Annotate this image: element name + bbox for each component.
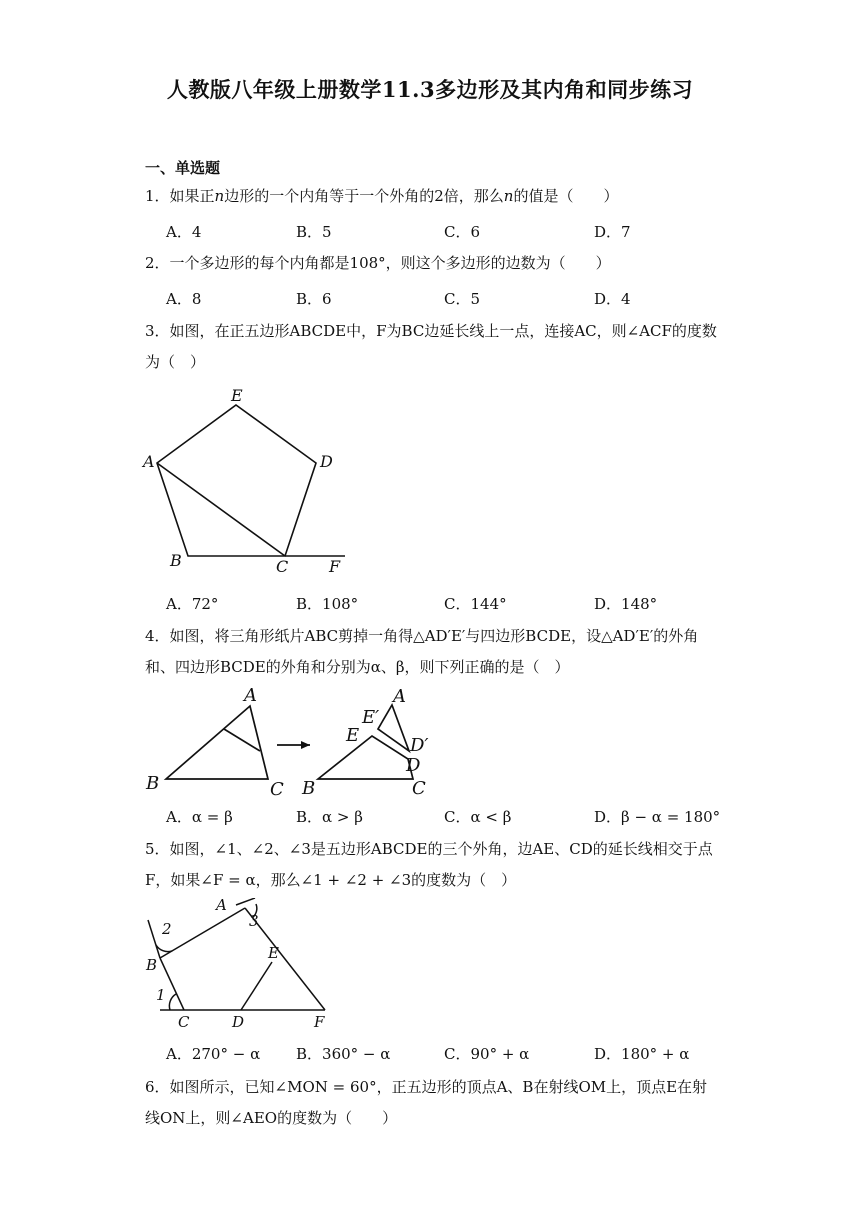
option-c[interactable]: C．144° xyxy=(444,595,507,613)
label-angle-3: 3 xyxy=(249,912,259,930)
page-title: 人教版八年级上册数学11.3多边形及其内角和同步练习 xyxy=(166,77,694,102)
question-2: 2．一个多边形的每个内角都是108°，则这个多边形的边数为（ ） xyxy=(145,254,611,272)
label-e: E xyxy=(231,386,243,405)
label-b: B xyxy=(170,551,182,570)
question-6: 6．如图所示，已知∠MON = 60°，正五边形的顶点A、B在射线OM上，顶点E在射线ON上，则∠AEO的度数为（ ） xyxy=(145,1078,708,1127)
question-3-options xyxy=(166,593,726,617)
option-d[interactable]: D．4 xyxy=(594,290,631,308)
label-c: C xyxy=(270,779,284,798)
label-d: D xyxy=(320,452,333,471)
question-1-options xyxy=(166,221,726,245)
question-text: 的值是（ ） xyxy=(513,187,619,205)
label-d: D xyxy=(406,755,421,776)
option-d[interactable]: D．148° xyxy=(594,595,658,613)
label-f: F xyxy=(329,557,341,576)
option-d[interactable]: D．β − α = 180° xyxy=(594,808,721,826)
question-5-options xyxy=(166,1043,726,1067)
option-a[interactable]: A．270° − α xyxy=(166,1045,261,1063)
label-c: C xyxy=(276,557,289,576)
option-c[interactable]: C．α < β xyxy=(444,808,512,826)
label-a: A xyxy=(244,685,257,706)
label-b-quad: B xyxy=(302,778,316,798)
option-c[interactable]: C．90° + α xyxy=(444,1045,530,1063)
figure-pentagon-exterior-angles xyxy=(140,898,340,1028)
label-e: E xyxy=(346,725,360,746)
option-b[interactable]: B．5 xyxy=(296,223,332,241)
math-variable: n xyxy=(503,187,514,205)
option-a[interactable]: A．72° xyxy=(166,595,219,613)
label-e: E xyxy=(268,944,279,962)
option-a[interactable]: A．α = β xyxy=(166,808,233,826)
question-1 xyxy=(145,181,618,212)
option-c[interactable]: C．5 xyxy=(444,290,481,308)
question-4-options xyxy=(166,806,726,830)
question-4: 4．如图，将三角形纸片ABC剪掉一角得△AD′E′与四边形BCDE，设△AD′E′的外角和、四边形BCDE的外角和分别为α、β，则下列正确的是（ ） xyxy=(145,627,699,676)
label-angle-2: 2 xyxy=(162,920,172,938)
question-2-options xyxy=(166,288,726,312)
option-a[interactable]: A．4 xyxy=(166,223,202,241)
section-heading: 一、单选题 xyxy=(145,159,221,177)
label-angle-1: 1 xyxy=(156,986,166,1004)
option-b[interactable]: B．α > β xyxy=(296,808,363,826)
label-a-cut: A xyxy=(393,686,406,707)
option-b[interactable]: B．360° − α xyxy=(296,1045,391,1063)
label-b: B xyxy=(146,956,158,974)
figure-regular-pentagon xyxy=(140,383,360,578)
option-b[interactable]: B．6 xyxy=(296,290,332,308)
option-c[interactable]: C．6 xyxy=(444,223,481,241)
option-d[interactable]: D．180° + α xyxy=(594,1045,690,1063)
label-d: D xyxy=(232,1013,245,1028)
label-c: C xyxy=(178,1013,190,1028)
label-a: A xyxy=(216,898,227,914)
label-e-prime: E′ xyxy=(362,707,380,728)
label-d-prime: D′ xyxy=(410,735,429,756)
math-variable: n xyxy=(214,187,225,205)
label-f: F xyxy=(314,1013,325,1028)
label-a: A xyxy=(143,452,155,471)
question-3: 3．如图，在正五边形ABCDE中，F为BC边延长线上一点，连接AC，则∠ACF的度数为（ ） xyxy=(145,322,717,371)
option-d[interactable]: D．7 xyxy=(594,223,631,241)
question-5: 5．如图，∠1、∠2、∠3是五边形ABCDE的三个外角，边AE、CD的延长线相交于点F，如果∠F = α，那么∠1 + ∠2 + ∠3的度数为（ ） xyxy=(145,840,713,889)
question-text: 1．如果正 xyxy=(145,187,215,205)
question-text: 边形的一个内角等于一个外角的2倍，那么 xyxy=(224,187,504,205)
figure-cut-triangle xyxy=(140,683,450,798)
label-b: B xyxy=(146,773,160,794)
label-c-quad: C xyxy=(412,778,426,798)
option-b[interactable]: B．108° xyxy=(296,595,359,613)
option-a[interactable]: A．8 xyxy=(166,290,202,308)
